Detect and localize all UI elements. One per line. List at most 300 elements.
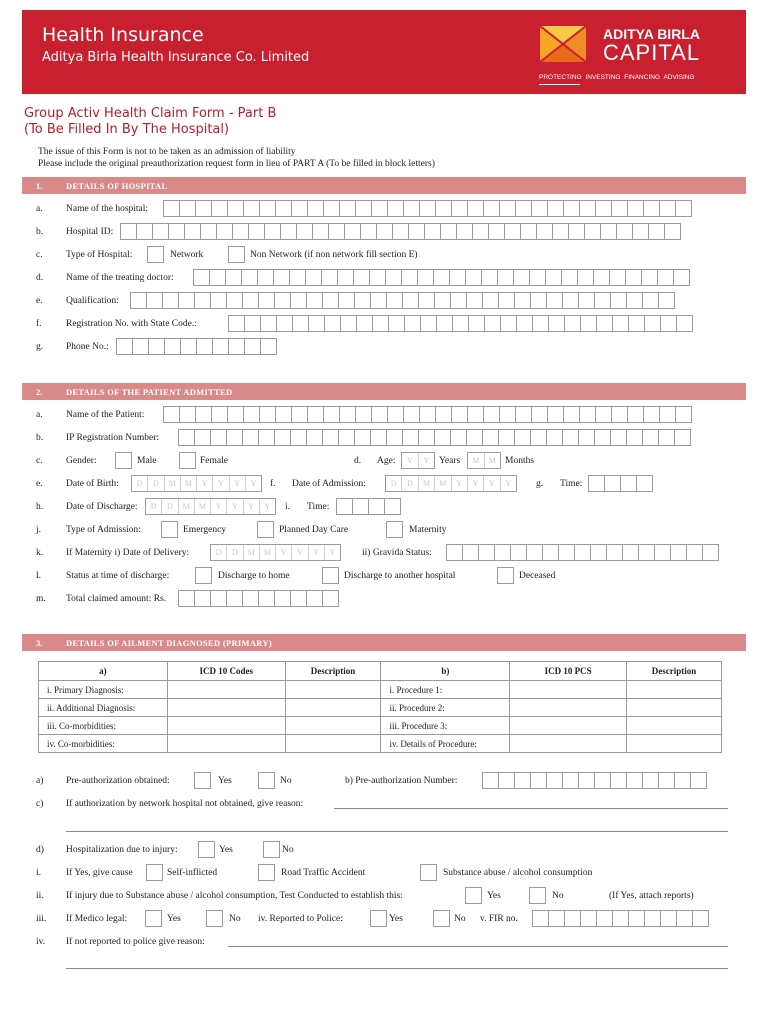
char-cell[interactable]	[478, 544, 495, 561]
char-cell[interactable]	[516, 315, 533, 332]
description-cell[interactable]	[285, 717, 381, 735]
char-cell[interactable]	[243, 200, 260, 217]
char-cell[interactable]	[467, 406, 484, 423]
char-cell[interactable]	[547, 406, 564, 423]
char-cell[interactable]	[632, 223, 649, 240]
char-cell[interactable]	[644, 315, 661, 332]
char-cell[interactable]	[435, 406, 452, 423]
char-cell[interactable]	[446, 544, 463, 561]
char-cell[interactable]	[120, 223, 137, 240]
delivery-date-field[interactable]	[210, 544, 341, 561]
char-cell[interactable]	[648, 223, 665, 240]
age-months-field[interactable]	[467, 452, 501, 469]
emergency-checkbox[interactable]	[161, 521, 178, 538]
char-cell[interactable]	[163, 406, 180, 423]
char-cell[interactable]	[596, 910, 613, 927]
char-cell[interactable]	[644, 910, 661, 927]
char-cell[interactable]	[472, 223, 489, 240]
char-cell[interactable]	[595, 406, 612, 423]
char-cell[interactable]	[482, 772, 499, 789]
char-cell[interactable]	[642, 772, 659, 789]
char-cell[interactable]	[162, 292, 179, 309]
char-cell[interactable]	[702, 544, 719, 561]
char-cell[interactable]	[563, 406, 580, 423]
char-cell[interactable]	[403, 200, 420, 217]
char-cell[interactable]	[323, 406, 340, 423]
char-cell[interactable]	[484, 315, 501, 332]
description-cell[interactable]	[627, 735, 722, 753]
char-cell[interactable]	[510, 544, 527, 561]
char-cell[interactable]	[564, 910, 581, 927]
char-cell[interactable]	[227, 406, 244, 423]
char-cell[interactable]	[211, 406, 228, 423]
char-cell[interactable]	[692, 910, 709, 927]
injury-no-checkbox[interactable]	[263, 841, 280, 858]
hospital-name-field[interactable]	[163, 200, 691, 217]
char-cell[interactable]	[513, 269, 530, 286]
char-cell[interactable]	[243, 406, 260, 423]
substance-test-yes-checkbox[interactable]	[465, 887, 482, 904]
description-cell[interactable]	[627, 681, 722, 699]
char-cell[interactable]	[529, 269, 546, 286]
char-cell[interactable]	[339, 406, 356, 423]
char-cell[interactable]	[369, 269, 386, 286]
description-cell[interactable]	[627, 699, 722, 717]
char-cell[interactable]	[676, 315, 693, 332]
char-cell[interactable]	[451, 406, 468, 423]
char-cell[interactable]	[296, 223, 313, 240]
char-cell[interactable]	[291, 406, 308, 423]
char-cell[interactable]	[658, 429, 675, 446]
char-cell[interactable]	[468, 315, 485, 332]
char-cell[interactable]	[178, 292, 195, 309]
char-cell[interactable]	[384, 498, 401, 515]
char-cell[interactable]	[659, 200, 676, 217]
char-cell[interactable]	[531, 200, 548, 217]
char-cell[interactable]	[546, 772, 563, 789]
substance-abuse-checkbox[interactable]	[420, 864, 437, 881]
icd-code-cell[interactable]	[167, 735, 285, 753]
char-cell[interactable]	[307, 406, 324, 423]
char-cell[interactable]	[292, 315, 309, 332]
char-cell[interactable]	[305, 269, 322, 286]
char-cell[interactable]	[660, 910, 677, 927]
char-cell[interactable]	[504, 223, 521, 240]
description-cell[interactable]	[285, 699, 381, 717]
char-cell[interactable]	[402, 292, 419, 309]
char-cell[interactable]	[483, 200, 500, 217]
char-cell[interactable]	[418, 292, 435, 309]
char-cell[interactable]	[594, 772, 611, 789]
char-cell[interactable]	[627, 406, 644, 423]
char-cell[interactable]	[274, 292, 291, 309]
char-cell[interactable]	[514, 429, 531, 446]
char-cell[interactable]	[625, 269, 642, 286]
char-cell[interactable]	[593, 269, 610, 286]
char-cell[interactable]	[482, 292, 499, 309]
char-cell[interactable]	[494, 544, 511, 561]
substance-test-no-checkbox[interactable]	[529, 887, 546, 904]
char-cell[interactable]	[579, 406, 596, 423]
char-cell[interactable]	[355, 406, 372, 423]
male-checkbox[interactable]	[115, 452, 132, 469]
char-cell[interactable]	[371, 406, 388, 423]
icd-code-cell[interactable]	[167, 717, 285, 735]
char-cell[interactable]	[433, 269, 450, 286]
not-reported-reason-line[interactable]	[228, 946, 728, 947]
char-cell[interactable]	[611, 200, 628, 217]
char-cell[interactable]	[226, 292, 243, 309]
char-cell[interactable]	[306, 429, 323, 446]
char-cell[interactable]	[195, 200, 212, 217]
char-cell[interactable]	[664, 223, 681, 240]
char-cell[interactable]	[354, 292, 371, 309]
icd-pcs-cell[interactable]	[510, 717, 627, 735]
char-cell[interactable]	[344, 223, 361, 240]
char-cell[interactable]	[654, 544, 671, 561]
char-cell[interactable]	[417, 269, 434, 286]
char-cell[interactable]	[130, 292, 147, 309]
char-cell[interactable]	[642, 292, 659, 309]
preauth-no-checkbox[interactable]	[258, 772, 275, 789]
char-cell[interactable]	[610, 772, 627, 789]
char-cell[interactable]	[241, 269, 258, 286]
char-cell[interactable]	[545, 269, 562, 286]
char-cell[interactable]	[627, 200, 644, 217]
discharge-home-checkbox[interactable]	[195, 567, 212, 584]
char-cell[interactable]	[408, 223, 425, 240]
char-cell[interactable]	[211, 200, 228, 217]
icd-code-cell[interactable]	[167, 681, 285, 699]
char-cell[interactable]	[418, 429, 435, 446]
injury-yes-checkbox[interactable]	[198, 841, 215, 858]
char-cell[interactable]	[488, 223, 505, 240]
char-cell[interactable]	[148, 338, 165, 355]
no-auth-reason-line-2[interactable]	[66, 831, 728, 832]
char-cell[interactable]	[562, 292, 579, 309]
char-cell[interactable]	[467, 200, 484, 217]
char-cell[interactable]	[542, 544, 559, 561]
char-cell[interactable]	[584, 223, 601, 240]
char-cell[interactable]	[450, 429, 467, 446]
char-cell[interactable]	[616, 223, 633, 240]
char-cell[interactable]	[552, 223, 569, 240]
char-cell[interactable]	[626, 292, 643, 309]
char-cell[interactable]	[462, 544, 479, 561]
char-cell[interactable]	[530, 772, 547, 789]
char-cell[interactable]	[626, 429, 643, 446]
char-cell[interactable]	[643, 406, 660, 423]
char-cell[interactable]	[595, 200, 612, 217]
char-cell[interactable]	[546, 429, 563, 446]
char-cell[interactable]	[626, 772, 643, 789]
hospital-id-field[interactable]	[120, 223, 680, 240]
char-cell[interactable]	[259, 406, 276, 423]
char-cell[interactable]	[210, 429, 227, 446]
char-cell[interactable]	[259, 200, 276, 217]
char-cell[interactable]	[212, 338, 229, 355]
char-cell[interactable]	[356, 315, 373, 332]
char-cell[interactable]	[275, 200, 292, 217]
char-cell[interactable]	[194, 292, 211, 309]
char-cell[interactable]	[548, 315, 565, 332]
char-cell[interactable]	[306, 590, 323, 607]
char-cell[interactable]	[340, 315, 357, 332]
char-cell[interactable]	[424, 223, 441, 240]
discharge-date-field[interactable]	[145, 498, 276, 515]
icd-pcs-cell[interactable]	[510, 699, 627, 717]
char-cell[interactable]	[579, 200, 596, 217]
gravida-status-field[interactable]	[446, 544, 718, 561]
char-cell[interactable]	[321, 269, 338, 286]
char-cell[interactable]	[612, 315, 629, 332]
char-cell[interactable]	[264, 223, 281, 240]
char-cell[interactable]	[620, 475, 637, 492]
char-cell[interactable]	[638, 544, 655, 561]
char-cell[interactable]	[450, 292, 467, 309]
char-cell[interactable]	[232, 223, 249, 240]
char-cell[interactable]	[499, 406, 516, 423]
char-cell[interactable]	[164, 338, 181, 355]
dob-field[interactable]	[131, 475, 262, 492]
char-cell[interactable]	[353, 269, 370, 286]
char-cell[interactable]	[578, 429, 595, 446]
char-cell[interactable]	[385, 269, 402, 286]
char-cell[interactable]	[561, 269, 578, 286]
char-cell[interactable]	[322, 590, 339, 607]
char-cell[interactable]	[514, 292, 531, 309]
char-cell[interactable]	[481, 269, 498, 286]
fir-no-field[interactable]	[532, 910, 708, 927]
char-cell[interactable]	[532, 910, 549, 927]
char-cell[interactable]	[642, 429, 659, 446]
char-cell[interactable]	[451, 200, 468, 217]
char-cell[interactable]	[354, 429, 371, 446]
char-cell[interactable]	[312, 223, 329, 240]
icd-pcs-cell[interactable]	[510, 681, 627, 699]
char-cell[interactable]	[686, 544, 703, 561]
char-cell[interactable]	[308, 315, 325, 332]
char-cell[interactable]	[674, 772, 691, 789]
char-cell[interactable]	[436, 315, 453, 332]
char-cell[interactable]	[434, 292, 451, 309]
char-cell[interactable]	[574, 544, 591, 561]
char-cell[interactable]	[562, 772, 579, 789]
not-reported-reason-line-2[interactable]	[66, 968, 728, 969]
char-cell[interactable]	[200, 223, 217, 240]
char-cell[interactable]	[273, 269, 290, 286]
char-cell[interactable]	[596, 315, 613, 332]
char-cell[interactable]	[520, 223, 537, 240]
ip-registration-field[interactable]	[178, 429, 690, 446]
char-cell[interactable]	[402, 429, 419, 446]
char-cell[interactable]	[242, 590, 259, 607]
char-cell[interactable]	[280, 223, 297, 240]
non-network-checkbox[interactable]	[228, 246, 245, 263]
char-cell[interactable]	[636, 475, 653, 492]
char-cell[interactable]	[276, 315, 293, 332]
char-cell[interactable]	[355, 200, 372, 217]
maternity-checkbox[interactable]	[386, 521, 403, 538]
char-cell[interactable]	[657, 269, 674, 286]
char-cell[interactable]	[387, 200, 404, 217]
char-cell[interactable]	[628, 910, 645, 927]
char-cell[interactable]	[178, 590, 195, 607]
char-cell[interactable]	[526, 544, 543, 561]
police-yes-checkbox[interactable]	[370, 910, 387, 927]
char-cell[interactable]	[548, 910, 565, 927]
char-cell[interactable]	[210, 590, 227, 607]
char-cell[interactable]	[604, 475, 621, 492]
char-cell[interactable]	[401, 269, 418, 286]
char-cell[interactable]	[404, 315, 421, 332]
char-cell[interactable]	[168, 223, 185, 240]
icd-code-cell[interactable]	[167, 699, 285, 717]
discharge-time-field[interactable]	[336, 498, 400, 515]
char-cell[interactable]	[179, 200, 196, 217]
description-cell[interactable]	[627, 717, 722, 735]
char-cell[interactable]	[260, 315, 277, 332]
char-cell[interactable]	[600, 223, 617, 240]
char-cell[interactable]	[244, 338, 261, 355]
char-cell[interactable]	[226, 429, 243, 446]
char-cell[interactable]	[580, 315, 597, 332]
char-cell[interactable]	[248, 223, 265, 240]
char-cell[interactable]	[258, 292, 275, 309]
char-cell[interactable]	[136, 223, 153, 240]
char-cell[interactable]	[242, 292, 259, 309]
char-cell[interactable]	[420, 315, 437, 332]
description-cell[interactable]	[285, 681, 381, 699]
char-cell[interactable]	[547, 200, 564, 217]
char-cell[interactable]	[434, 429, 451, 446]
char-cell[interactable]	[225, 269, 242, 286]
char-cell[interactable]	[290, 429, 307, 446]
char-cell[interactable]	[274, 429, 291, 446]
char-cell[interactable]	[497, 269, 514, 286]
char-cell[interactable]	[452, 315, 469, 332]
char-cell[interactable]	[244, 315, 261, 332]
char-cell[interactable]	[403, 406, 420, 423]
char-cell[interactable]	[180, 338, 197, 355]
char-cell[interactable]	[531, 406, 548, 423]
char-cell[interactable]	[193, 269, 210, 286]
char-cell[interactable]	[578, 772, 595, 789]
phone-field[interactable]	[116, 338, 276, 355]
char-cell[interactable]	[594, 292, 611, 309]
char-cell[interactable]	[564, 315, 581, 332]
char-cell[interactable]	[386, 429, 403, 446]
char-cell[interactable]	[152, 223, 169, 240]
char-cell[interactable]	[641, 269, 658, 286]
char-cell[interactable]	[498, 429, 515, 446]
doctor-name-field[interactable]	[193, 269, 689, 286]
char-cell[interactable]	[612, 910, 629, 927]
char-cell[interactable]	[515, 406, 532, 423]
char-cell[interactable]	[132, 338, 149, 355]
char-cell[interactable]	[306, 292, 323, 309]
char-cell[interactable]	[178, 429, 195, 446]
char-cell[interactable]	[387, 406, 404, 423]
char-cell[interactable]	[610, 429, 627, 446]
char-cell[interactable]	[194, 590, 211, 607]
char-cell[interactable]	[323, 200, 340, 217]
age-years-field[interactable]	[401, 452, 435, 469]
char-cell[interactable]	[515, 200, 532, 217]
char-cell[interactable]	[500, 315, 517, 332]
char-cell[interactable]	[466, 429, 483, 446]
char-cell[interactable]	[338, 429, 355, 446]
patient-name-field[interactable]	[163, 406, 691, 423]
planned-day-care-checkbox[interactable]	[257, 521, 274, 538]
char-cell[interactable]	[290, 292, 307, 309]
char-cell[interactable]	[291, 200, 308, 217]
char-cell[interactable]	[371, 200, 388, 217]
char-cell[interactable]	[392, 223, 409, 240]
char-cell[interactable]	[466, 292, 483, 309]
char-cell[interactable]	[376, 223, 393, 240]
char-cell[interactable]	[563, 200, 580, 217]
char-cell[interactable]	[388, 315, 405, 332]
char-cell[interactable]	[659, 406, 676, 423]
claimed-amount-field[interactable]	[178, 590, 338, 607]
char-cell[interactable]	[338, 292, 355, 309]
char-cell[interactable]	[339, 200, 356, 217]
char-cell[interactable]	[674, 429, 691, 446]
char-cell[interactable]	[435, 200, 452, 217]
char-cell[interactable]	[498, 772, 515, 789]
char-cell[interactable]	[532, 315, 549, 332]
char-cell[interactable]	[368, 498, 385, 515]
admission-time-field[interactable]	[588, 475, 652, 492]
char-cell[interactable]	[546, 292, 563, 309]
no-auth-reason-line[interactable]	[334, 808, 728, 809]
char-cell[interactable]	[611, 406, 628, 423]
self-inflicted-checkbox[interactable]	[146, 864, 163, 881]
char-cell[interactable]	[670, 544, 687, 561]
char-cell[interactable]	[675, 406, 692, 423]
char-cell[interactable]	[676, 910, 693, 927]
qualification-field[interactable]	[130, 292, 674, 309]
char-cell[interactable]	[370, 292, 387, 309]
preauth-number-field[interactable]	[482, 772, 706, 789]
char-cell[interactable]	[610, 292, 627, 309]
char-cell[interactable]	[322, 292, 339, 309]
char-cell[interactable]	[216, 223, 233, 240]
char-cell[interactable]	[658, 772, 675, 789]
char-cell[interactable]	[609, 269, 626, 286]
char-cell[interactable]	[536, 223, 553, 240]
medico-legal-yes-checkbox[interactable]	[145, 910, 162, 927]
char-cell[interactable]	[328, 223, 345, 240]
char-cell[interactable]	[594, 429, 611, 446]
char-cell[interactable]	[337, 269, 354, 286]
char-cell[interactable]	[360, 223, 377, 240]
char-cell[interactable]	[588, 475, 605, 492]
char-cell[interactable]	[514, 772, 531, 789]
discharge-other-hospital-checkbox[interactable]	[322, 567, 339, 584]
char-cell[interactable]	[578, 292, 595, 309]
char-cell[interactable]	[530, 429, 547, 446]
icd-pcs-cell[interactable]	[510, 735, 627, 753]
female-checkbox[interactable]	[179, 452, 196, 469]
char-cell[interactable]	[372, 315, 389, 332]
char-cell[interactable]	[568, 223, 585, 240]
char-cell[interactable]	[179, 406, 196, 423]
char-cell[interactable]	[195, 406, 212, 423]
deceased-checkbox[interactable]	[497, 567, 514, 584]
char-cell[interactable]	[257, 269, 274, 286]
